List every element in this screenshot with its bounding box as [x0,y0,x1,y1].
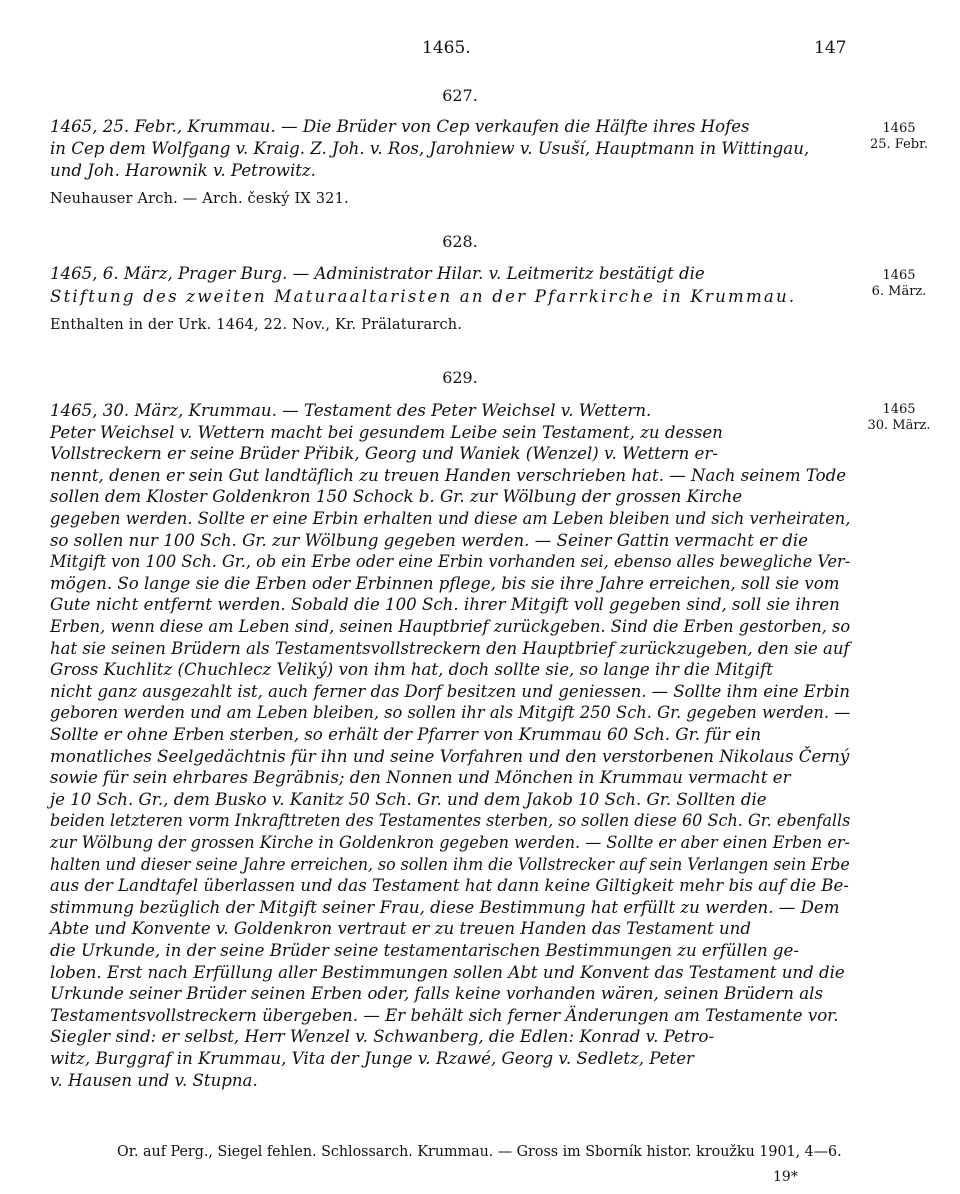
entry-number: 628. [442,232,478,251]
entry-line: halten und dieser seine Jahre erreichen, so sollen ihm die Vollstrecker auf sein Verlangen sein Erbe [50,854,850,874]
entry-line: Urkunde seiner Brüder seinen Erben oder, falls keine vorhanden wären, seinen Brüdern als [50,984,823,1004]
entry-628 [50,232,850,333]
entry-line: Siegler sind: er selbst, Herr Wenzel v. Schwanberg, die Edlen: Konrad v. Petro- [50,1027,715,1047]
source-note: Or. auf Perg., Siegel fehlen. Schlossarch. Krummau. — Gross im Sborník histor. kroužku 1901, 4—6. [117,1144,842,1160]
entry-line: 1465, 25. Febr., Krummau. — Die Brüder von Cep verkaufen die Hälfte ihres Hofes [50,117,750,136]
entry-line: in Cep dem Wolfgang v. Kraig. Z. Joh. v. Ros, Jarohniew v. Usuší, Hauptmann in Wittingau, [50,139,810,158]
margin-day: 6. März. [871,284,927,299]
entry-line: Erben, wenn diese am Leben sind, seinen Hauptbrief zurückgeben. Sind die Erben gestorben, so [50,617,851,636]
entry-line: sollen dem Kloster Goldenkron 150 Schock b. Gr. zur Wölbung der grossen Kirche [50,487,743,507]
margin-day: 30. März. [867,418,931,433]
entry-line: nicht ganz ausgezahlt ist, auch ferner das Dorf besitzen und geniessen. — Sollte ihm eine Erbin [50,681,850,701]
page-number: 147 [814,38,847,58]
margin-date-629 [864,402,934,434]
entry-line: die Urkunde, in der seine Brüder seine testamentarischen Bestimmungen zu erfüllen ge- [50,941,799,960]
entry-line: 1465, 6. März, Prager Burg. — Administrator Hilar. v. Leitmeritz bestätigt die [50,264,705,283]
margin-date-627 [864,121,934,153]
entry-line: loben. Erst nach Erfüllung aller Bestimmungen sollen Abt und Konvent das Testament und die [50,962,845,982]
source-note: Enthalten in der Urk. 1464, 22. Nov., Kr. Prälaturarch. [50,317,463,333]
entry-line: beiden letzteren vorm Inkrafttreten des Testamentes sterben, so sollen diese 60 Sch. Gr. ebenfalls [50,811,851,831]
entry-line: so sollen nur 100 Sch. Gr. zur Wölbung gegeben werden. — Seiner Gattin vermacht er die [50,530,808,550]
margin-year: 1465 [882,402,916,417]
entry-line: 1465, 30. März, Krummau. — Testament des Peter Weichsel v. Wettern. [50,401,652,420]
signature-mark: 19* [773,1169,798,1185]
entry-line: hat sie seinen Brüdern als Testamentsvollstreckern den Hauptbrief zurückzugeben, den sie auf [50,638,850,658]
entry-line: Stiftung des zweiten Maturaaltaristen an der Pfarrkirche in Krummau. [50,287,797,306]
entry-line: geboren werden und am Leben bleiben, so sollen ihr als Mitgift 250 Sch. Gr. gegeben werden. — [50,703,851,723]
entry-line: zur Wölbung der grossen Kirche in Goldenkron gegeben werden. — Sollte er aber einen Erben er- [50,833,850,852]
margin-day: 25. Febr. [869,137,929,152]
margin-year: 1465 [882,121,916,136]
entry-line: sowie für sein ehrbares Begräbnis; den Nonnen und Mönchen in Krummau vermacht er [50,768,791,788]
entry-line: nennt, denen er sein Gut landtäflich zu treuen Handen verschrieben hat. — Nach seinem Tode [50,465,847,485]
margin-year: 1465 [882,268,916,283]
entry-line: Gute nicht entfernt werden. Sobald die 100 Sch. ihrer Mitgift voll gegeben sind, soll sie ihren [50,595,840,615]
margin-date-628 [864,268,934,300]
source-note: Neuhauser Arch. — Arch. český IX 321. [50,191,349,207]
entry-line: monatliches Seelgedächtnis für ihn und seine Vorfahren und den verstorbenen Nikolaus Černý [50,746,850,766]
entry-number: 627. [442,86,478,105]
header-year: 1465. [422,38,471,58]
entry-line: je 10 Sch. Gr., dem Busko v. Kanitz 50 Sch. Gr. und dem Jakob 10 Sch. Gr. Sollten die [50,789,767,809]
running-head [0,38,960,62]
entry-line: Peter Weichsel v. Wettern macht bei gesundem Leibe sein Testament, zu dessen [50,422,723,442]
entry-number: 629. [442,368,478,387]
entry-line: und Joh. Harownik v. Petrowitz. [50,161,316,180]
entry-line: Vollstreckern er seine Brüder Přibik, Georg und Waniek (Wenzel) v. Wettern er- [50,444,718,464]
entry-line: mögen. So lange sie die Erben oder Erbinnen pflege, bis sie ihre Jahre erreichen, soll sie vom [50,573,840,593]
entry-line: Sollte er ohne Erben sterben, so erhält der Pfarrer von Krummau 60 Sch. Gr. für ein [50,725,762,744]
entry-line: Testamentsvollstreckern übergeben. — Er behält sich ferner Änderungen am Testamente vor. [50,1005,839,1025]
entry-627 [50,86,850,207]
entry-line: Mitgift von 100 Sch. Gr., ob ein Erbe oder eine Erbin vorhanden sei, ebenso alles bewegliche Ver- [50,552,851,572]
entry-line: Abte und Konvente v. Goldenkron vertraut er zu treuen Handen das Testament und [50,919,751,939]
entry-line: Gross Kuchlitz (Chuchlecz Veliký) von ihm hat, doch sollte sie, so lange ihr die Mitgift [50,660,773,680]
entry-629 [50,368,851,1090]
entry-line: witz, Burggraf in Krummau, Vita der Junge v. Rzawé, Georg v. Sedletz, Peter [50,1049,694,1068]
entry-line: v. Hausen und v. Stupna. [50,1070,258,1090]
entry-line: aus der Landtafel überlassen und das Testament hat dann keine Giltigkeit mehr bis auf die Be- [50,876,849,896]
entry-line: gegeben werden. Sollte er eine Erbin erhalten und diese am Leben bleiben und sich verheiraten, [50,509,851,528]
entry-line: stimmung bezüglich der Mitgift seiner Frau, diese Bestimmung hat erfüllt zu werden. — Dem [50,897,840,917]
